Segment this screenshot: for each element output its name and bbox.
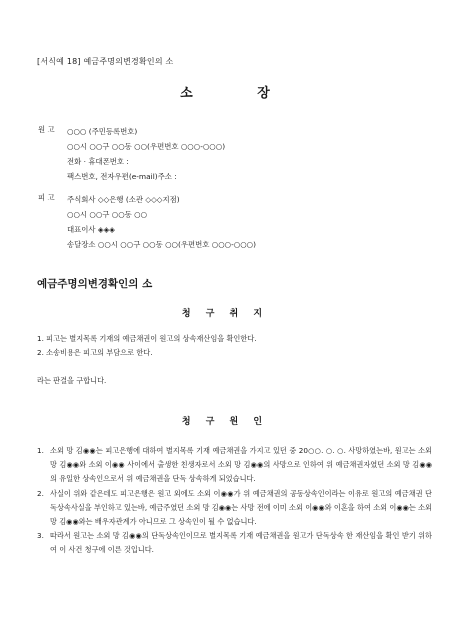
reason-item — [37, 529, 432, 557]
reason-number: 3. — [37, 531, 44, 541]
claim-item: 1. 피고는 별지목록 기재의 예금채권이 원고의 상속재산임을 확인한다. — [37, 334, 257, 343]
reason-text: 사실이 위와 같은데도 피고은행은 원고 외에도 소외 이◉◉가 위 예금채권의 공동상속인이라는 이유로 원고의 예금채권 단독상속사실을 부인하고 있는바, 예금주였던 소외 망 김◉◉는 사망 전에 이미 소외 이◉◉와 이혼을 하여 소외 이◉◉는 소외 망 김◉◉와는 배우자관계가 아니므로 그 상속인이 될 수 없습니다. — [50, 488, 432, 527]
document-title: 소 장 — [180, 86, 270, 101]
reason-heading: 청 구 원 인 — [181, 417, 269, 427]
defendant-address: ○○시 ○○구 ○○동 ○○ — [67, 210, 148, 219]
defendant-role: 피 고 — [38, 193, 55, 202]
defendant-representative: 대표이사 ◈◈◈ — [67, 225, 115, 234]
plaintiff-role: 원 고 — [38, 125, 55, 134]
reason-number: 1. — [37, 446, 44, 455]
defendant-service-address: 송달장소 ○○시 ○○구 ○○동 ○○(우편번호 ○○○-○○○) — [67, 240, 256, 249]
reason-number: 2. — [37, 488, 44, 498]
plaintiff-name: ○○○ (주민등록번호) — [67, 127, 138, 136]
claim-list — [37, 332, 427, 360]
plaintiff-address: ○○시 ○○구 ○○동 ○○(우편번호 ○○○-○○○) — [67, 142, 226, 151]
reason-text: 소외 망 김◉◉는 피고은행에 대하여 별지목록 기재 예금채권을 가지고 있던 중 20○○. ○. ○. 사망하였는바, 원고는 소외 망 김◉◉와 소외 이◉◉ 사이에서 출생한 친생자로서 소외 망 김◉◉의 사망으로 인하여 위 예금채권자였던 소외 망 김◉◉의 유일한 상속인으로서 위 예금채권을 단독 상속하게 되었습니다. — [50, 446, 432, 484]
case-name: 예금주명의변경확인의 소 — [37, 278, 153, 290]
reason-item — [37, 444, 432, 487]
form-label: [서식예 18] 예금주명의변경확인의 소 — [37, 57, 174, 66]
plaintiff-fax-email: 팩스번호, 전자우편(e-mail)주소 : — [67, 172, 177, 181]
reason-text: 따라서 원고는 소외 망 김◉◉의 단독상속인이므로 별지목록 기재 예금채권을 원고가 단독상속 한 재산임을 확인 받기 위하여 이 사건 청구에 이른 것입니다. — [50, 531, 432, 555]
closing-text: 라는 판결을 구합니다. — [37, 376, 107, 385]
claim-item: 2. 소송비용은 피고의 부담으로 한다. — [37, 348, 153, 357]
reason-list — [37, 444, 432, 558]
defendant-name: 주식회사 ◇◇은행 (소관 ◇◇◇지점) — [67, 195, 180, 204]
reason-item — [37, 487, 432, 530]
claim-heading: 청 구 취 지 — [181, 309, 269, 319]
plaintiff-phone: 전화 · 휴대폰번호 : — [67, 157, 129, 166]
